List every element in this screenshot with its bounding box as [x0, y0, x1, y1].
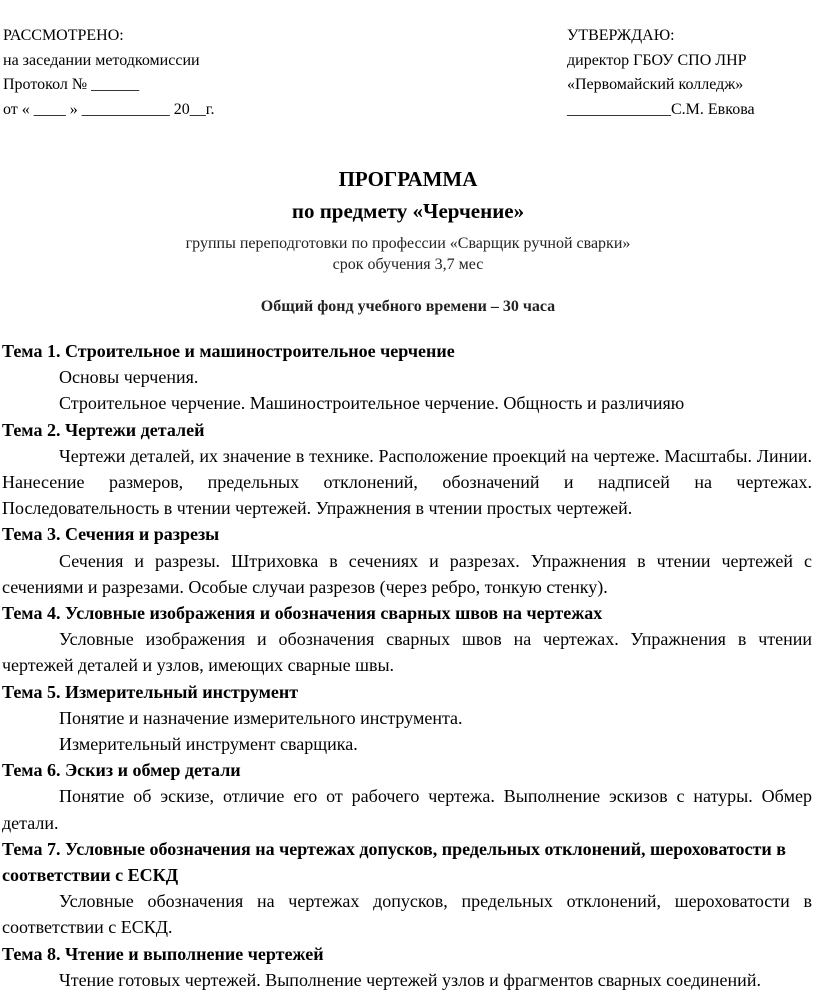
- approved-heading: УТВЕРЖДАЮ:: [567, 27, 675, 44]
- topic-paragraph: Измерительный инструмент сварщика.: [59, 734, 358, 755]
- topic-paragraph: Сечения и разрезы. Штриховка в сечениях и разрезах. Упражнения в чтении чертежей с сечениями и разрезами. Особые случаи разрезов (через ребро, тонкую стенку).: [2, 550, 812, 597]
- considered-heading: РАССМОТРЕНО:: [3, 27, 124, 44]
- topic-heading: Тема 4. Условные изображения и обозначения сварных швов на чертежах: [2, 603, 603, 624]
- topic-heading: Тема 8. Чтение и выполнение чертежей: [2, 943, 324, 964]
- program-body: [2, 338, 812, 993]
- topic-heading: Тема 3. Сечения и разрезы: [2, 524, 220, 545]
- protocol-line: Протокол № ______: [3, 76, 140, 93]
- topic-paragraph: Основы черчения.: [59, 367, 199, 388]
- topic-paragraph: Условные обозначения на чертежах допусков, предельных отклонений, шероховатости в соответствии с ЕСКД.: [2, 891, 812, 938]
- topic-heading: Тема 1. Строительное и машиностроительное черчение: [2, 341, 455, 361]
- topic-paragraph: Строительное черчение. Машиностроительное черчение. Общность и различияю: [59, 393, 685, 414]
- time-fund-line: Общий фонд учебного времени – 30 часа: [260, 298, 556, 315]
- commission-line: на заседании методкомиссии: [3, 51, 200, 69]
- topic-heading: Тема 2. Чертежи деталей: [2, 419, 205, 440]
- subject-title: по предмету «Черчение»: [291, 199, 525, 223]
- approval-approved-block: [567, 24, 755, 122]
- topic-paragraph: Чертежи деталей, их значение в технике. Расположение проекций на чертеже. Масштабы. Линии. Нанесение размеров, предельных отклонений, обозначений и надписей на чертежах. Последовательность в чтении чертежей. Упражнения в чтении простых чертежей.: [2, 445, 812, 519]
- college-line: «Первомайский колледж»: [567, 76, 744, 93]
- topic-paragraph: Понятие и назначение измерительного инструмента.: [59, 707, 463, 728]
- date-line: от « ____ » ___________ 20__г.: [3, 100, 215, 118]
- signature-line: _____________С.М. Евкова: [567, 100, 755, 118]
- program-title: ПРОГРАММА: [338, 167, 478, 191]
- duration-line: срок обучения 3,7 мес: [332, 256, 484, 273]
- approval-considered-block: [3, 24, 215, 122]
- director-line: директор ГБОУ СПО ЛНР: [567, 51, 747, 69]
- topic-heading: Тема 6. Эскиз и обмер детали: [2, 760, 241, 781]
- topic-paragraph: Понятие об эскизе, отличие его от рабочего чертежа. Выполнение эскизов с натуры. Обмер детали.: [2, 786, 812, 833]
- topic-paragraph: Условные изображения и обозначения сварных швов на чертежах. Упражнения в чтении чертежей деталей и узлов, имеющих сварные швы.: [2, 629, 812, 676]
- topic-heading: Тема 7. Условные обозначения на чертежах допусков, предельных отклонений, шероховатости в соответствии с ЕСКД: [2, 838, 786, 886]
- group-line: группы переподготовки по профессии «Сварщик ручной сварки»: [185, 235, 631, 252]
- topic-paragraph: Чтение готовых чертежей. Выполнение чертежей узлов и фрагментов сварных соединений.: [59, 969, 761, 990]
- topic-heading: Тема 5. Измерительный инструмент: [2, 681, 299, 702]
